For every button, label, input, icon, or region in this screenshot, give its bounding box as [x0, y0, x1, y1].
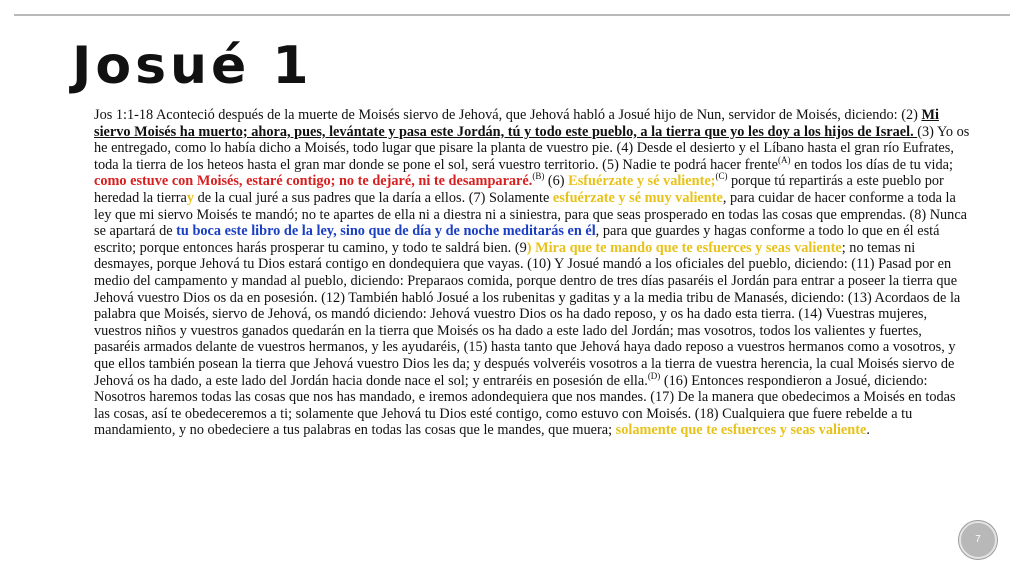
scripture-passage [94, 107, 970, 439]
passage-text: , para que guardes y hagas conforme a todo lo que en él está escrito; porque entonces harás prosperar tu camino, y todo te saldrá bien. (9 [94, 223, 940, 256]
passage-text: . [866, 422, 870, 439]
page-number: 7 [975, 534, 981, 545]
passage-text: (3) Yo os he entregado, como lo había dicho a Moisés, todo lugar que pisare la planta de vuestro pie. (4) Desde el desierto y el Líbano hasta el gran río Eufrates, toda la tierra de los heteos hasta el gran mar donde se pone el sol, será vuestro territorio. (5) Nadie te podrá hacer frente [94, 123, 970, 173]
passage-text: de la cual juré a sus padres que la daría a ellos. (7) Solamente [194, 189, 553, 206]
highlight-yellow: solamente que te esfuerces y seas valiente [615, 422, 867, 439]
highlight-yellow: Esfuérzate y sé valiente; [568, 173, 716, 190]
passage-text: , para cuidar de hacer conforme a toda la ley que mi siervo Moisés te mandó; no te apartes de ella ni a diestra ni a siniestra, para que seas prosperado en todas las cosas que emprendas. (8) Nunca se apartará de [94, 189, 968, 240]
highlight-underlined: Mi siervo Moisés ha muerto; ahora, pues, levántate y pasa este Jordán, tú y todo este pueblo, a la tierra que yo les doy a los hijos de Israel. [94, 107, 939, 140]
highlight-blue: tu boca este libro de la ley, sino que de día y de noche meditarás en él [176, 223, 596, 240]
cross-reference: (B) [532, 171, 545, 182]
page-number-badge [959, 521, 997, 559]
highlight-red: como estuve con Moisés, estaré contigo; no te dejaré, ni te desampararé. [94, 173, 533, 190]
highlight-yellow: esfuérzate y sé muy valiente [552, 189, 723, 206]
cross-reference: (D) [647, 370, 661, 381]
passage-text: en todos los días de tu vida; [790, 156, 953, 173]
passage-text: ; no temas ni desmayes, porque Jehová tu Dios estará contigo en dondequiera que vayas. (10) Y Josué mandó a los oficiales del pueblo, diciendo: (11) Pasad por en medio del campamento y mandad al pueblo, diciendo: Preparaos comida, porque dentro de tres días pasaréis el Jordán para entrar a poseer la tierra que Jehová vuestro Dios os da en posesión. (12) También habló Josué a los rubenitas y gaditas y a la media tribu de Manasés, diciendo: (13) Acordaos de la palabra que Moisés, siervo de Jehová, os mandó diciendo: Jehová vuestro Dios os ha dado reposo, y os ha dado esta tierra. (14) Vuestras mujeres, vuestros niños y vuestros ganados quedarán en la tierra que Moisés os ha dado a este lado del Jordán; mas vosotros, todos los valientes y fuertes, pasaréis armados delante de vuestros hermanos, y les ayudaréis, (15) hasta tanto que Jehová haya dado reposo a vuestros hermanos como a vosotros, y que ellos también posean la tierra que Jehová vuestro Dios les da; y después volveréis vosotros a la tierra de vuestra herencia, la cual Moisés siervo de Jehová os ha dado, a este lado del Jordán hacia donde nace el sol; y entraréis en posesión de ella. [94, 239, 961, 389]
highlight-yellow: ) Mira que te mando que te esfuerces y seas valiente [526, 239, 842, 256]
passage-text: Jos 1:1-18 Aconteció después de la muerte de Moisés siervo de Jehová, que Jehová habló a Josué hijo de Nun, servidor de Moisés, diciendo: (2) [94, 107, 922, 123]
slide-title: Josué 1 [72, 36, 313, 96]
top-divider [14, 14, 1010, 16]
cross-reference: (C) [715, 171, 728, 182]
passage-text: (16) Entonces respondieron a Josué, diciendo: Nosotros haremos todas las cosas que nos has mandado, e iremos adondequiera que nos mandes. (17) De la manera que obedecimos a Moisés en todas las cosas, así te obedeceremos a ti; solamente que Jehová tu Dios esté contigo, como estuvo con Moisés. (18) Cualquiera que fuere rebelde a tu mandamiento, y no obedeciere a tus palabras en todas las cosas que le mandes, que muera; [94, 372, 956, 439]
cross-reference: (A) [778, 155, 791, 166]
passage-text: (6) [544, 173, 569, 190]
passage-text: porque tú repartirás a este pueblo por heredad la tierra [94, 173, 944, 206]
highlight-yellow: y [186, 189, 195, 206]
